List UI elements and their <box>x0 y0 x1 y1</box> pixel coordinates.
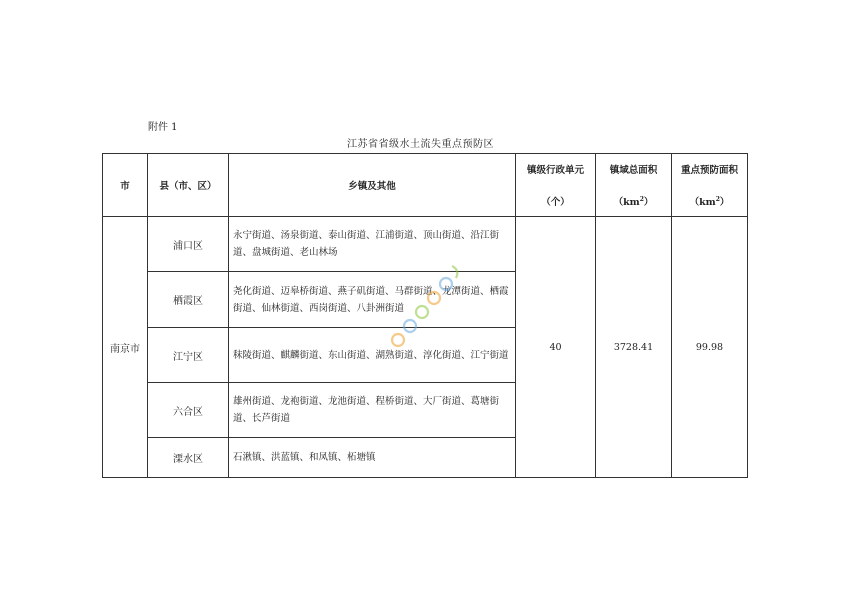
towns-cell: 尧化街道、迈皋桥街道、燕子矶街道、马群街道、龙潭街道、栖霞街道、仙林街道、西岗街道、八卦洲街道 <box>229 272 516 328</box>
header-total-area-label: 镇域总面积 <box>609 165 658 176</box>
county-cell: 浦口区 <box>148 217 229 272</box>
county-cell: 溧水区 <box>148 438 229 478</box>
prevention-area-table <box>102 153 748 478</box>
city-cell: 南京市 <box>103 217 148 478</box>
key-area-value: 99.98 <box>672 217 748 478</box>
county-cell: 六合区 <box>148 383 229 438</box>
attachment-label: 附件 1 <box>148 122 178 133</box>
towns-cell: 雄州街道、龙袍街道、龙池街道、程桥街道、大厂街道、葛塘街道、长芦街道 <box>229 383 516 438</box>
header-city: 市 <box>103 154 148 217</box>
header-key-area <box>672 154 748 217</box>
header-key-area-unit: $(km^2)$ <box>689 195 730 208</box>
header-admin-units-unit: （个） <box>541 197 570 208</box>
towns-cell: 石湫镇、洪蓝镇、和凤镇、柘塘镇 <box>229 438 516 478</box>
document-title: 江苏省省级水土流失重点预防区 <box>347 139 494 150</box>
header-admin-units <box>516 154 596 217</box>
county-cell: 江宁区 <box>148 328 229 383</box>
header-total-area-unit: $(km^2)$ <box>613 195 654 208</box>
admin-units-value: 40 <box>516 217 596 478</box>
table-row <box>103 217 748 272</box>
towns-cell: 永宁街道、汤泉街道、泰山街道、江浦街道、顶山街道、沿江街道、盘城街道、老山林场 <box>229 217 516 272</box>
header-admin-units-label: 镇级行政单元 <box>526 165 584 176</box>
total-area-value: 3728.41 <box>596 217 672 478</box>
table-header-row <box>103 154 748 217</box>
header-county: 县（市、区） <box>148 154 229 217</box>
county-cell: 栖霞区 <box>148 272 229 328</box>
header-towns: 乡镇及其他 <box>229 154 516 217</box>
header-total-area <box>596 154 672 217</box>
towns-cell: 秣陵街道、麒麟街道、东山街道、湖熟街道、淳化街道、江宁街道 <box>229 328 516 383</box>
header-key-area-label: 重点预防面积 <box>680 165 738 176</box>
